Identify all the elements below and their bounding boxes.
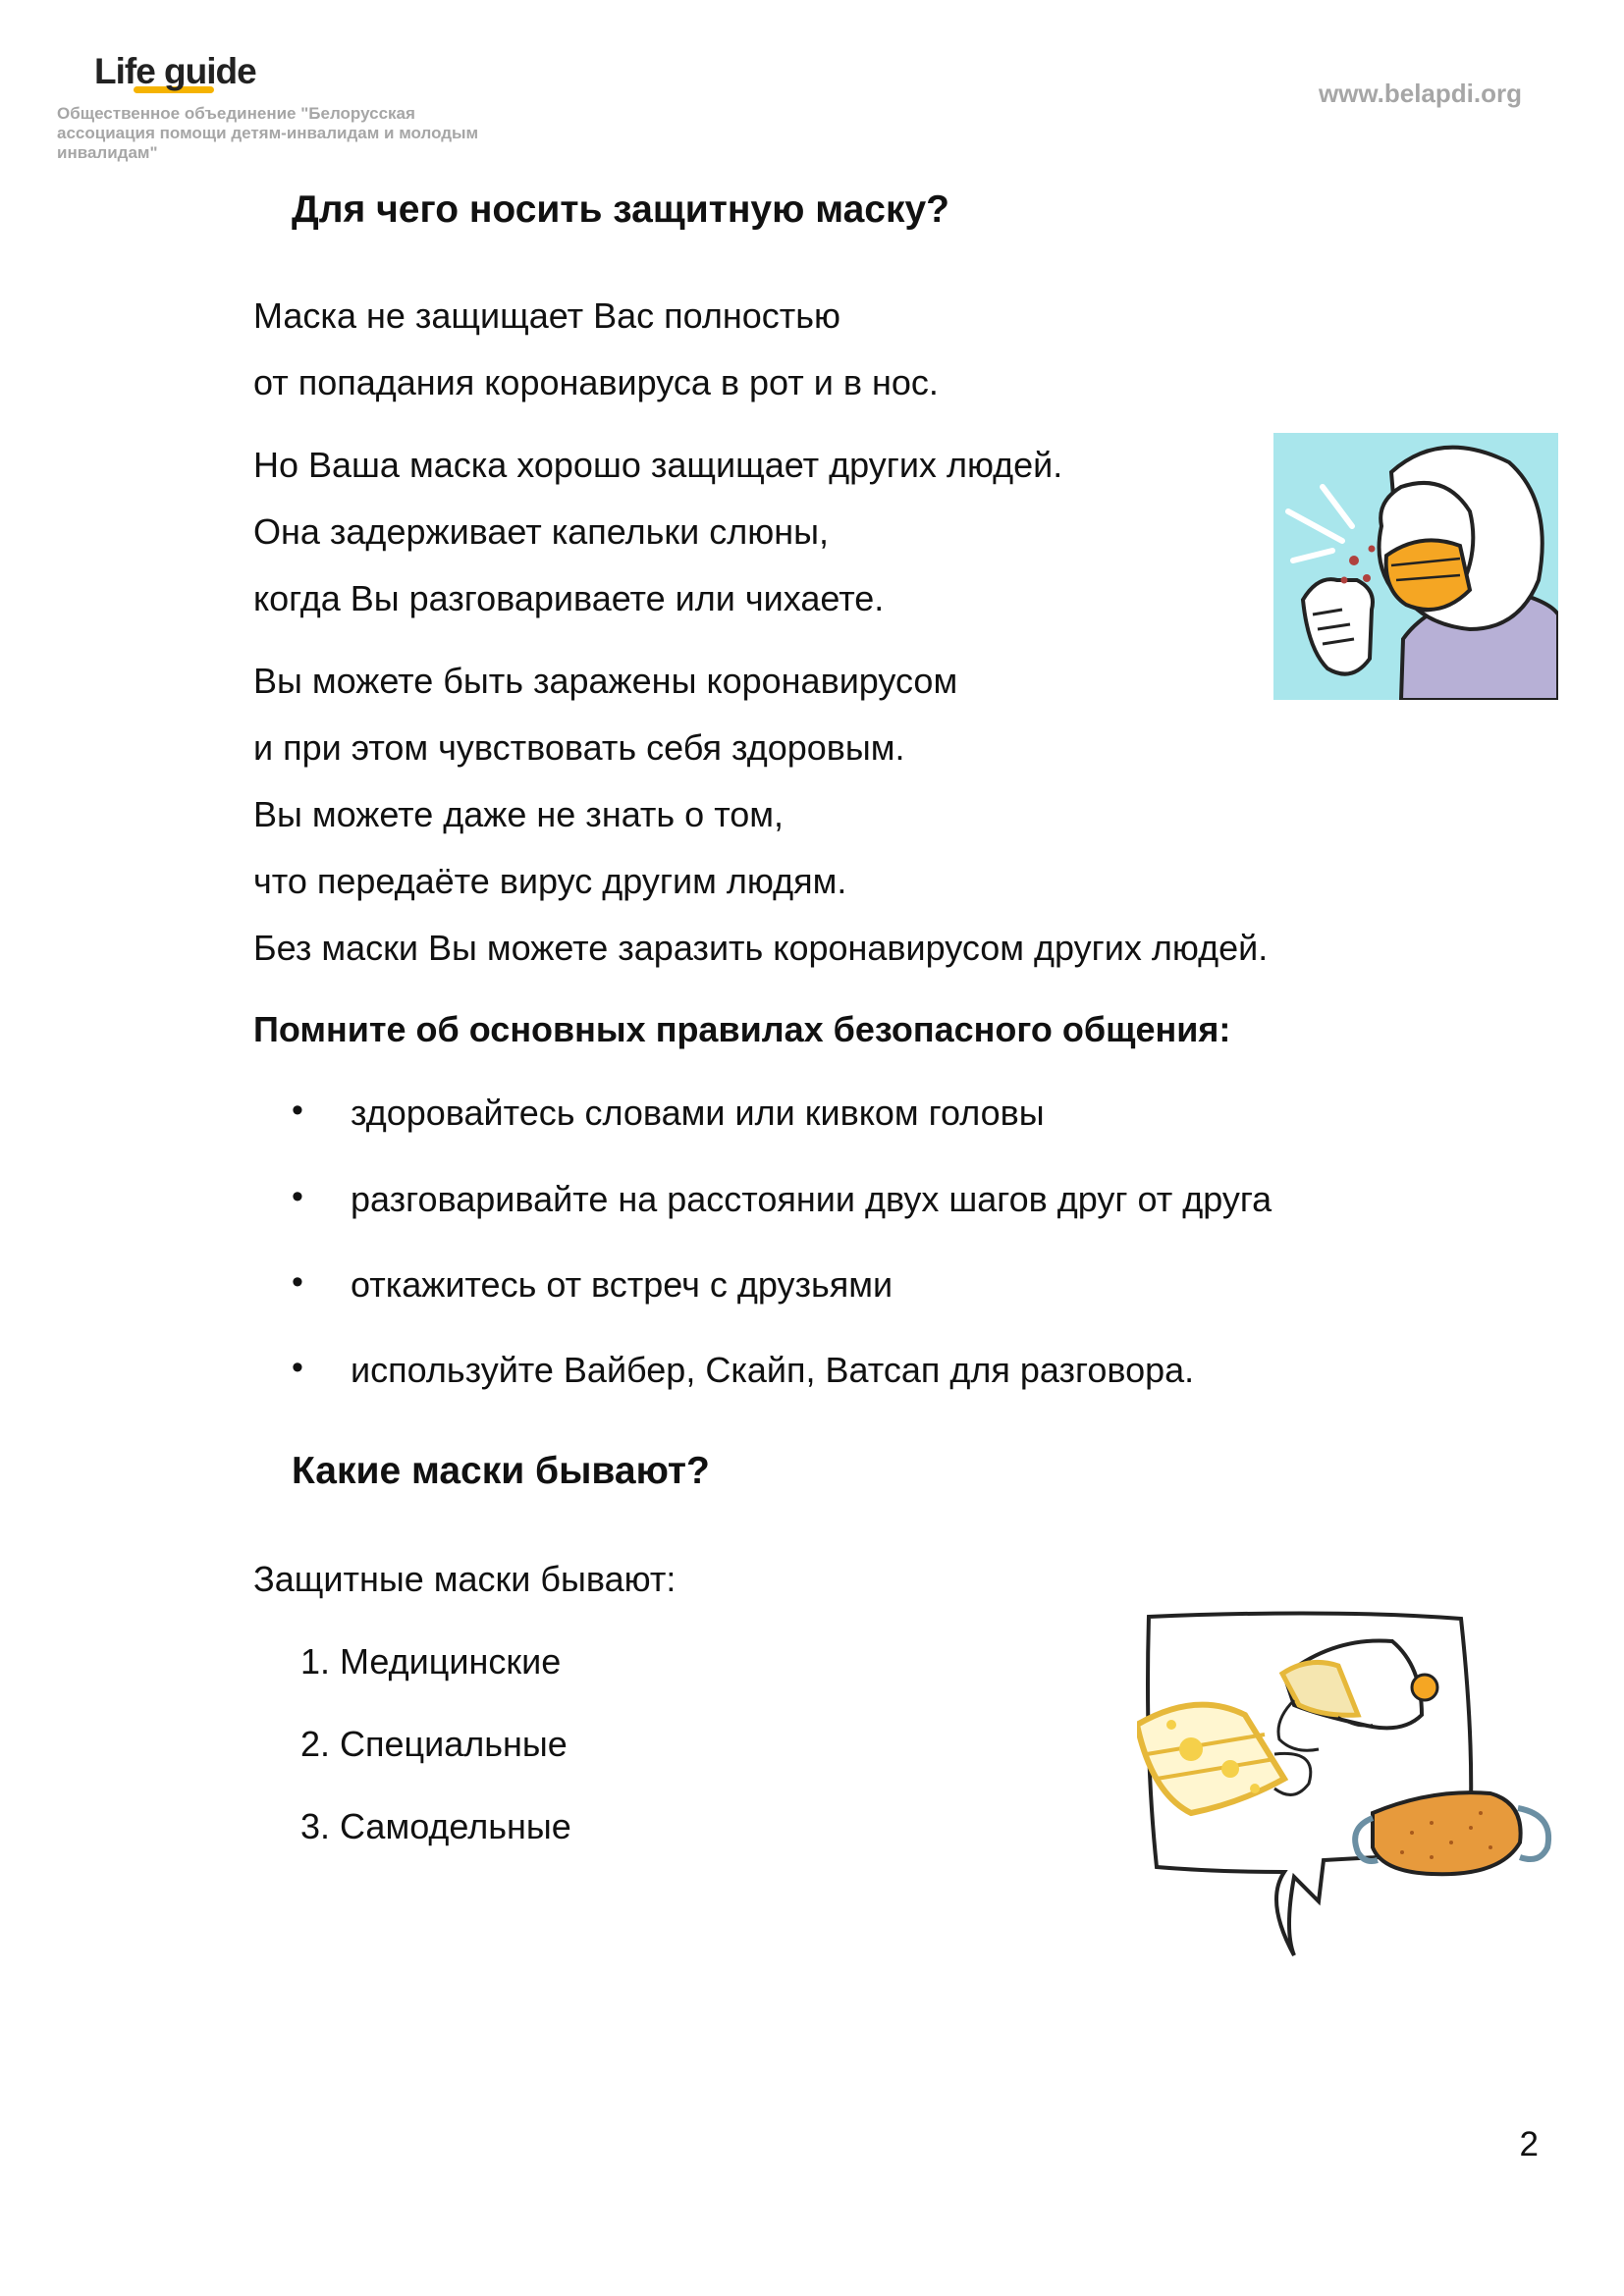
bullet-icon: • (292, 1178, 303, 1215)
list-item: здоровайтесь словами или кивком головы (351, 1093, 1045, 1133)
text-line: Без маски Вы можете заразить коронавирусом других людей. (253, 928, 1269, 968)
bullet-icon: • (292, 1092, 303, 1129)
text-line: когда Вы разговариваете или чихаете. (253, 578, 885, 618)
text-line: от попадания коронавируса в рот и в нос. (253, 362, 939, 402)
list-item: используйте Вайбер, Скайп, Ватсап для разговора. (351, 1350, 1195, 1390)
text-line: Но Ваша маска хорошо защищает других людей. (253, 445, 1063, 485)
mask-types-intro: Защитные маски бывают: (253, 1559, 677, 1599)
page-number: 2 (1519, 2125, 1539, 2163)
bullet-icon: • (292, 1349, 303, 1386)
list-item: 2. Специальные (300, 1724, 568, 1764)
text-line: что передаёте вирус другим людям. (253, 861, 847, 901)
text-line: Маска не защищает Вас полностью (253, 295, 841, 336)
list-item: 1. Медицинские (300, 1641, 562, 1682)
logo-text: Life guide (94, 51, 256, 91)
masks-illustration (1137, 1607, 1569, 1960)
website-link[interactable]: www.belapdi.org (1318, 79, 1522, 108)
text-line: Вы можете быть заражены коронавирусом (253, 661, 958, 701)
text-line: и при этом чувствовать себя здоровым. (253, 727, 905, 768)
text-line: Вы можете даже не знать о том, (253, 794, 785, 834)
list-item: разговаривайте на расстоянии двух шагов друг от друга (351, 1179, 1272, 1219)
sneezing-person-illustration (1273, 433, 1558, 700)
section-title-mask-types: Какие маски бывают? (292, 1450, 710, 1492)
section-title-why-mask: Для чего носить защитную маску? (292, 188, 949, 231)
list-item: 3. Самодельные (300, 1806, 571, 1846)
text-line: Она задерживает капельки слюны, (253, 511, 830, 552)
rules-heading: Помните об основных правилах безопасного общения: (253, 1009, 1231, 1049)
bullet-icon: • (292, 1263, 303, 1301)
list-item: откажитесь от встреч с друзьями (351, 1264, 893, 1305)
organization-name: Общественное объединение "Белорусская ассоциация помощи детям-инвалидам и молодым инвалидам" (57, 104, 479, 162)
